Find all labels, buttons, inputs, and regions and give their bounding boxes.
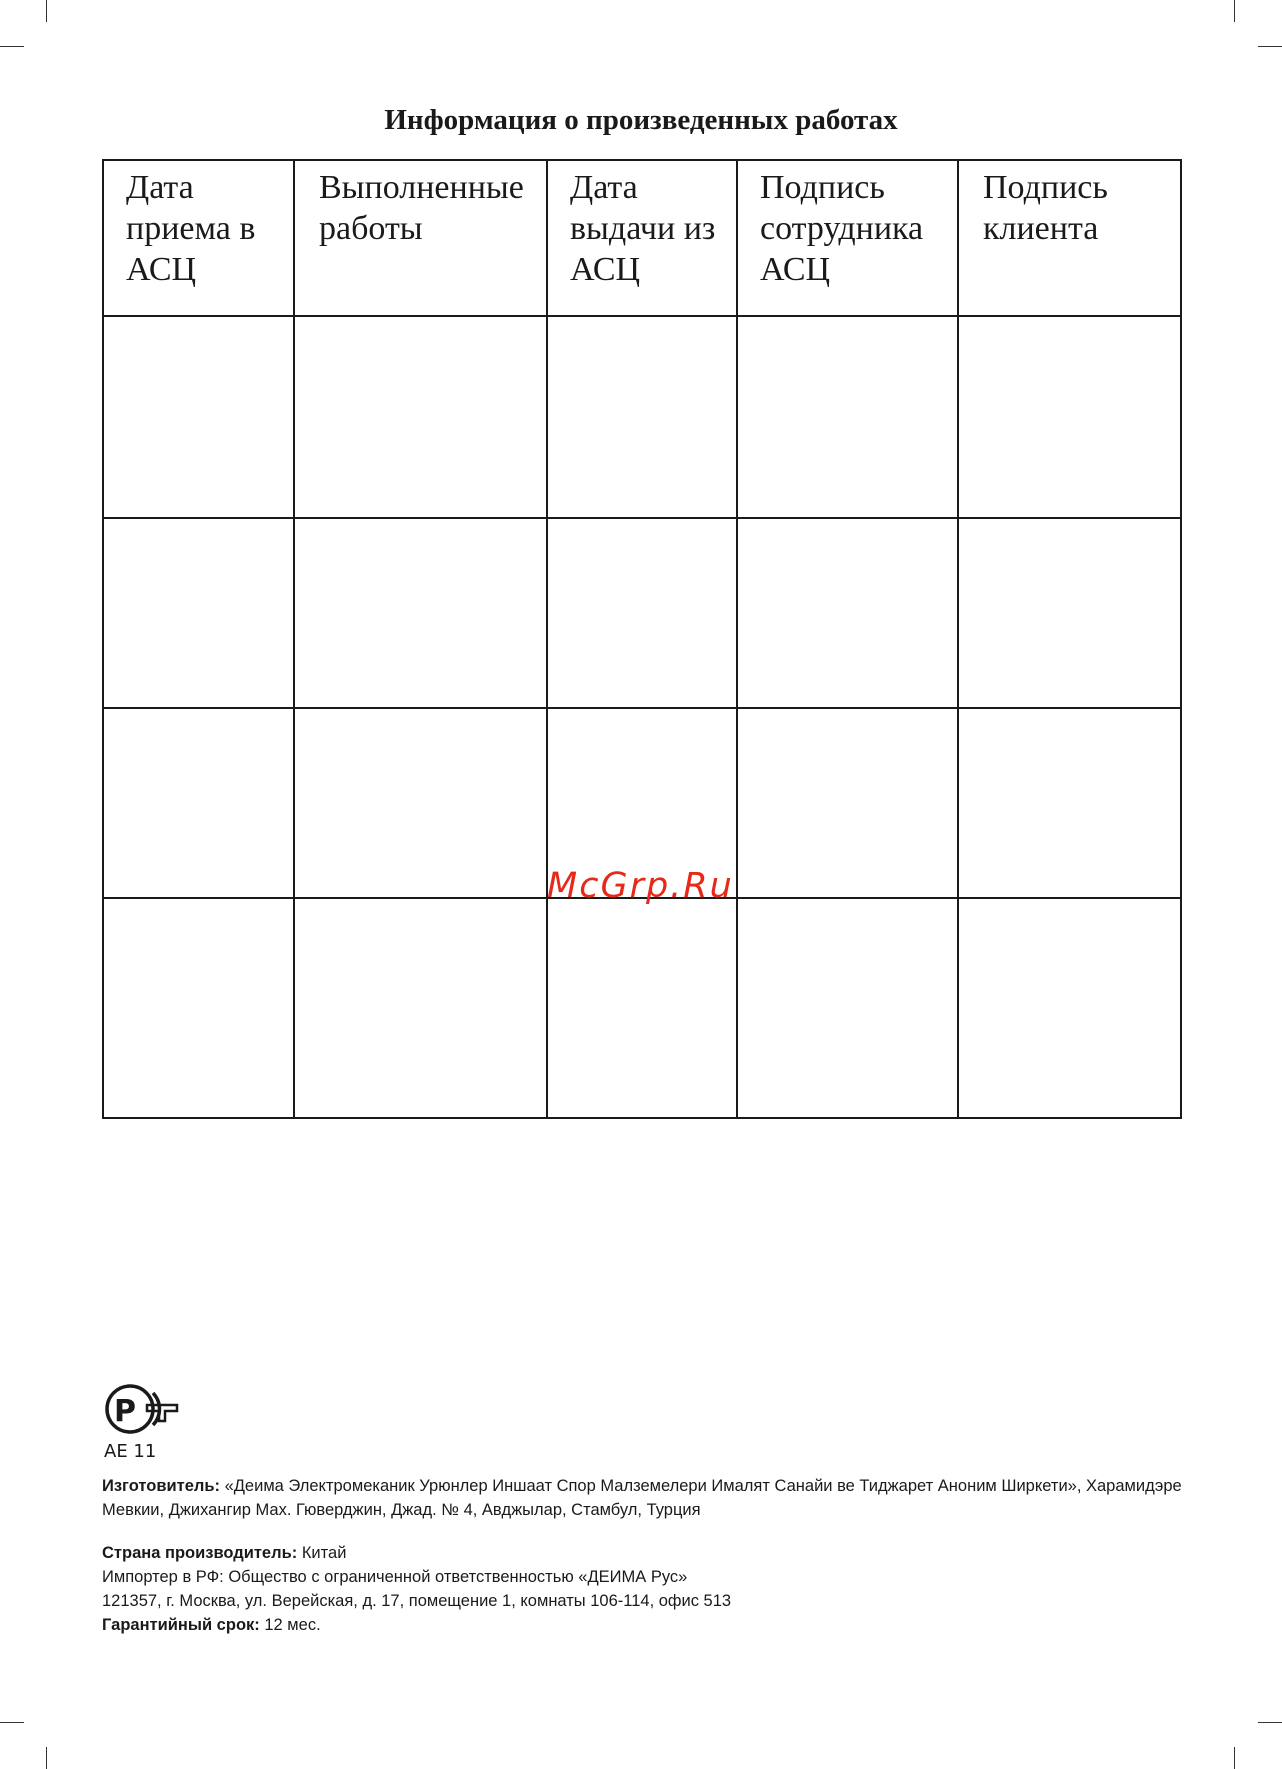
table-cell [294, 518, 547, 708]
column-header-return-date: Дата выдачи из АСЦ [547, 160, 737, 316]
importer-line: Импортер в РФ: Общество с ограниченной ответственностью «ДЕИМА Рус» [102, 1568, 688, 1586]
table-row [103, 898, 1181, 1118]
crop-mark-bottom-right-h [1258, 1722, 1282, 1723]
table-cell [294, 898, 547, 1118]
table-cell [294, 316, 547, 518]
crop-mark-top-left-v [46, 0, 47, 22]
warranty-value: 12 мес. [259, 1616, 321, 1634]
column-header-staff-signature: Подпись сотрудника АСЦ [737, 160, 958, 316]
origin-value: Китай [297, 1544, 347, 1562]
table-header-row [103, 160, 1181, 316]
origin-label: Страна производитель: [102, 1544, 298, 1562]
manufacturer-text-line2: Мевкии, Джихангир Мах. Гюверджин, Джад. № 4, Авджылар, Стамбул, Турция [102, 1501, 701, 1519]
column-header-work-done: Выполненные работы [294, 160, 547, 316]
watermark-text: McGrp.Ru [547, 866, 734, 906]
manufacturer-text-line1: «Деима Электромеканик Урюнлер Иншаат Спор Малземелери Ималят Санайи ве Тиджарет Аноним Ширкети», Харамидэре [220, 1477, 1182, 1495]
rst-certification-icon [103, 1381, 179, 1437]
table-cell [294, 708, 547, 898]
crop-mark-bottom-left-v [46, 1747, 47, 1769]
address-line: 121357, г. Москва, ул. Верейская, д. 17, помещение 1, комнаты 106-114, офис 513 [102, 1592, 732, 1610]
crop-mark-top-right-h [1258, 46, 1282, 47]
manufacturer-info [102, 1474, 1192, 1522]
table-cell [547, 316, 737, 518]
table-cell [737, 708, 958, 898]
table-cell [103, 898, 294, 1118]
table-row [103, 316, 1181, 518]
table-row [103, 518, 1181, 708]
manufacturer-label: Изготовитель: [102, 1477, 220, 1495]
table-cell [958, 708, 1181, 898]
certification-code: AE 11 [104, 1441, 157, 1462]
table-cell [547, 898, 737, 1118]
table-cell [737, 898, 958, 1118]
crop-mark-bottom-right-v [1234, 1747, 1235, 1769]
crop-mark-bottom-left-h [0, 1722, 24, 1723]
table-cell [103, 316, 294, 518]
table-cell [737, 518, 958, 708]
page-title: Информация о произведенных работах [384, 104, 898, 136]
table-cell [103, 518, 294, 708]
origin-info [102, 1541, 1192, 1637]
column-header-intake-date: Дата приема в АСЦ [103, 160, 294, 316]
table-cell [958, 518, 1181, 708]
table-cell [103, 708, 294, 898]
table-cell [547, 518, 737, 708]
table-cell [958, 316, 1181, 518]
svg-text:Р: Р [114, 1394, 136, 1429]
table-cell [737, 316, 958, 518]
crop-mark-top-left-h [0, 46, 24, 47]
column-header-client-signature: Подпись клиента [958, 160, 1181, 316]
crop-mark-top-right-v [1234, 0, 1235, 22]
warranty-label: Гарантийный срок: [102, 1616, 260, 1634]
service-log-table [102, 159, 1182, 1119]
table-cell [958, 898, 1181, 1118]
